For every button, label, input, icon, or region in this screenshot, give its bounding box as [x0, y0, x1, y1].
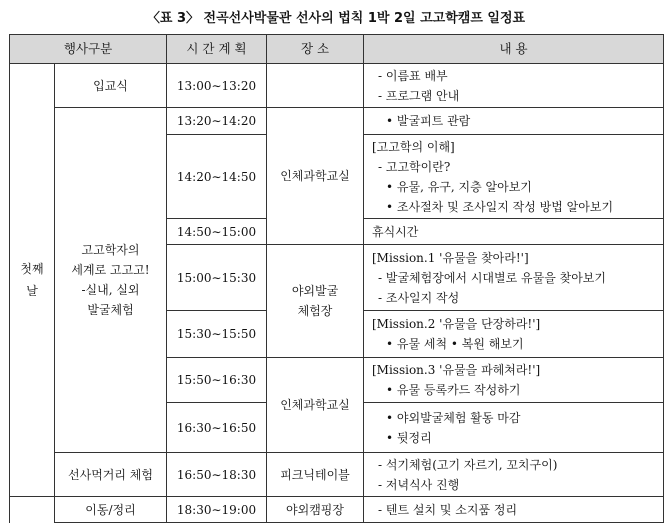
day-label-line: 날: [26, 284, 38, 298]
content-cell: [364, 403, 664, 453]
content-line: • 발굴피트 관람: [386, 114, 471, 128]
category-cell: 이동/정리: [55, 497, 167, 523]
time-cell: 13:20∼14:20: [167, 108, 267, 135]
content-line: - 프로그램 안내: [378, 88, 460, 103]
content-line: - 고고학이란?: [378, 159, 451, 174]
place-line: 체험장: [297, 304, 333, 318]
content-line: • 뒷정리: [386, 430, 432, 445]
header-row: [10, 35, 664, 64]
table-row: [10, 453, 664, 497]
place-cell: [267, 245, 364, 358]
content-cell: [364, 245, 664, 311]
place-cell: 야외캠핑장: [267, 497, 364, 523]
time-cell: 15:30∼15:50: [167, 311, 267, 358]
time-cell: 15:00∼15:30: [167, 245, 267, 311]
content-line: - 텐트 설치 및 소지품 정리: [378, 502, 518, 517]
content-line: [Mission.3 '유물을 파헤쳐라!']: [372, 363, 541, 377]
content-line: • 유물 세척 • 복원 해보기: [386, 337, 524, 351]
content-cell: [364, 64, 664, 108]
content-cell: [364, 135, 664, 219]
category-cell: 입교식: [55, 64, 167, 108]
time-cell: 16:50∼18:30: [167, 453, 267, 497]
content-line: • 유물, 유구, 지층 알아보기: [386, 179, 532, 194]
header-category: 행사구분: [10, 35, 167, 64]
day-label-line: 첫째: [20, 262, 44, 276]
content-line: • 야외발굴체험 활동 마감: [386, 410, 521, 425]
table-row: [10, 64, 664, 108]
category-line: 고고학자의: [81, 243, 140, 257]
content-cell: [364, 358, 664, 403]
table-row: [10, 497, 664, 523]
place-cell: [267, 64, 364, 108]
time-cell: 15:50∼16:30: [167, 358, 267, 403]
category-line: 세계로 고고고!: [71, 263, 150, 277]
category-line: 발굴체험: [87, 303, 134, 317]
day-cell: [10, 64, 55, 497]
content-cell: [364, 311, 664, 358]
content-cell: [364, 108, 664, 135]
header-place: 장 소: [267, 35, 364, 64]
category-line: -실내, 실외: [81, 283, 140, 297]
header-time: 시 간 계 획: [167, 35, 267, 64]
content-line: • 조사절차 및 조사일지 작성 방법 알아보기: [386, 199, 614, 214]
time-cell: 14:20∼14:50: [167, 135, 267, 219]
time-cell: 13:00∼13:20: [167, 64, 267, 108]
content-line: [Mission.1 '유물을 찾아라!']: [372, 250, 529, 265]
content-line: - 석기체험(고기 자르기, 꼬치구이): [378, 457, 558, 472]
category-cell: 선사먹거리 체험: [55, 453, 167, 497]
content-line: - 저녁식사 진행: [378, 477, 460, 492]
content-cell: [364, 497, 664, 523]
time-cell: 14:50∼15:00: [167, 219, 267, 245]
place-cell: 피크닉테이블: [267, 453, 364, 497]
content-line: - 조사일지 작성: [378, 290, 460, 305]
time-cell: 16:30∼16:50: [167, 403, 267, 453]
page-title: 〈표 3〉 전곡선사박물관 선사의 법칙 1박 2일 고고학캠프 일정표: [146, 11, 526, 26]
content-line: [고고학의 이해]: [372, 139, 455, 154]
content-cell: [364, 453, 664, 497]
place-cell: 인체과학교실: [267, 358, 364, 453]
table-row: [10, 108, 664, 135]
content-line: - 발굴체험장에서 시대별로 유물을 찾아보기: [378, 270, 606, 285]
header-content: 내 용: [364, 35, 664, 64]
place-cell: 인체과학교실: [267, 108, 364, 245]
time-cell: 18:30∼19:00: [167, 497, 267, 523]
place-line: 야외발굴: [291, 284, 339, 298]
content-line: 휴식시간: [372, 224, 419, 239]
category-cell: [55, 108, 167, 453]
content-line: • 유물 등록카드 작성하기: [386, 383, 521, 397]
content-cell: [364, 219, 664, 245]
day-cell-continued: [10, 497, 55, 523]
content-line: [Mission.2 '유물을 단장하라!']: [372, 317, 541, 331]
content-line: - 이름표 배부: [378, 68, 448, 83]
schedule-table: [9, 34, 664, 523]
